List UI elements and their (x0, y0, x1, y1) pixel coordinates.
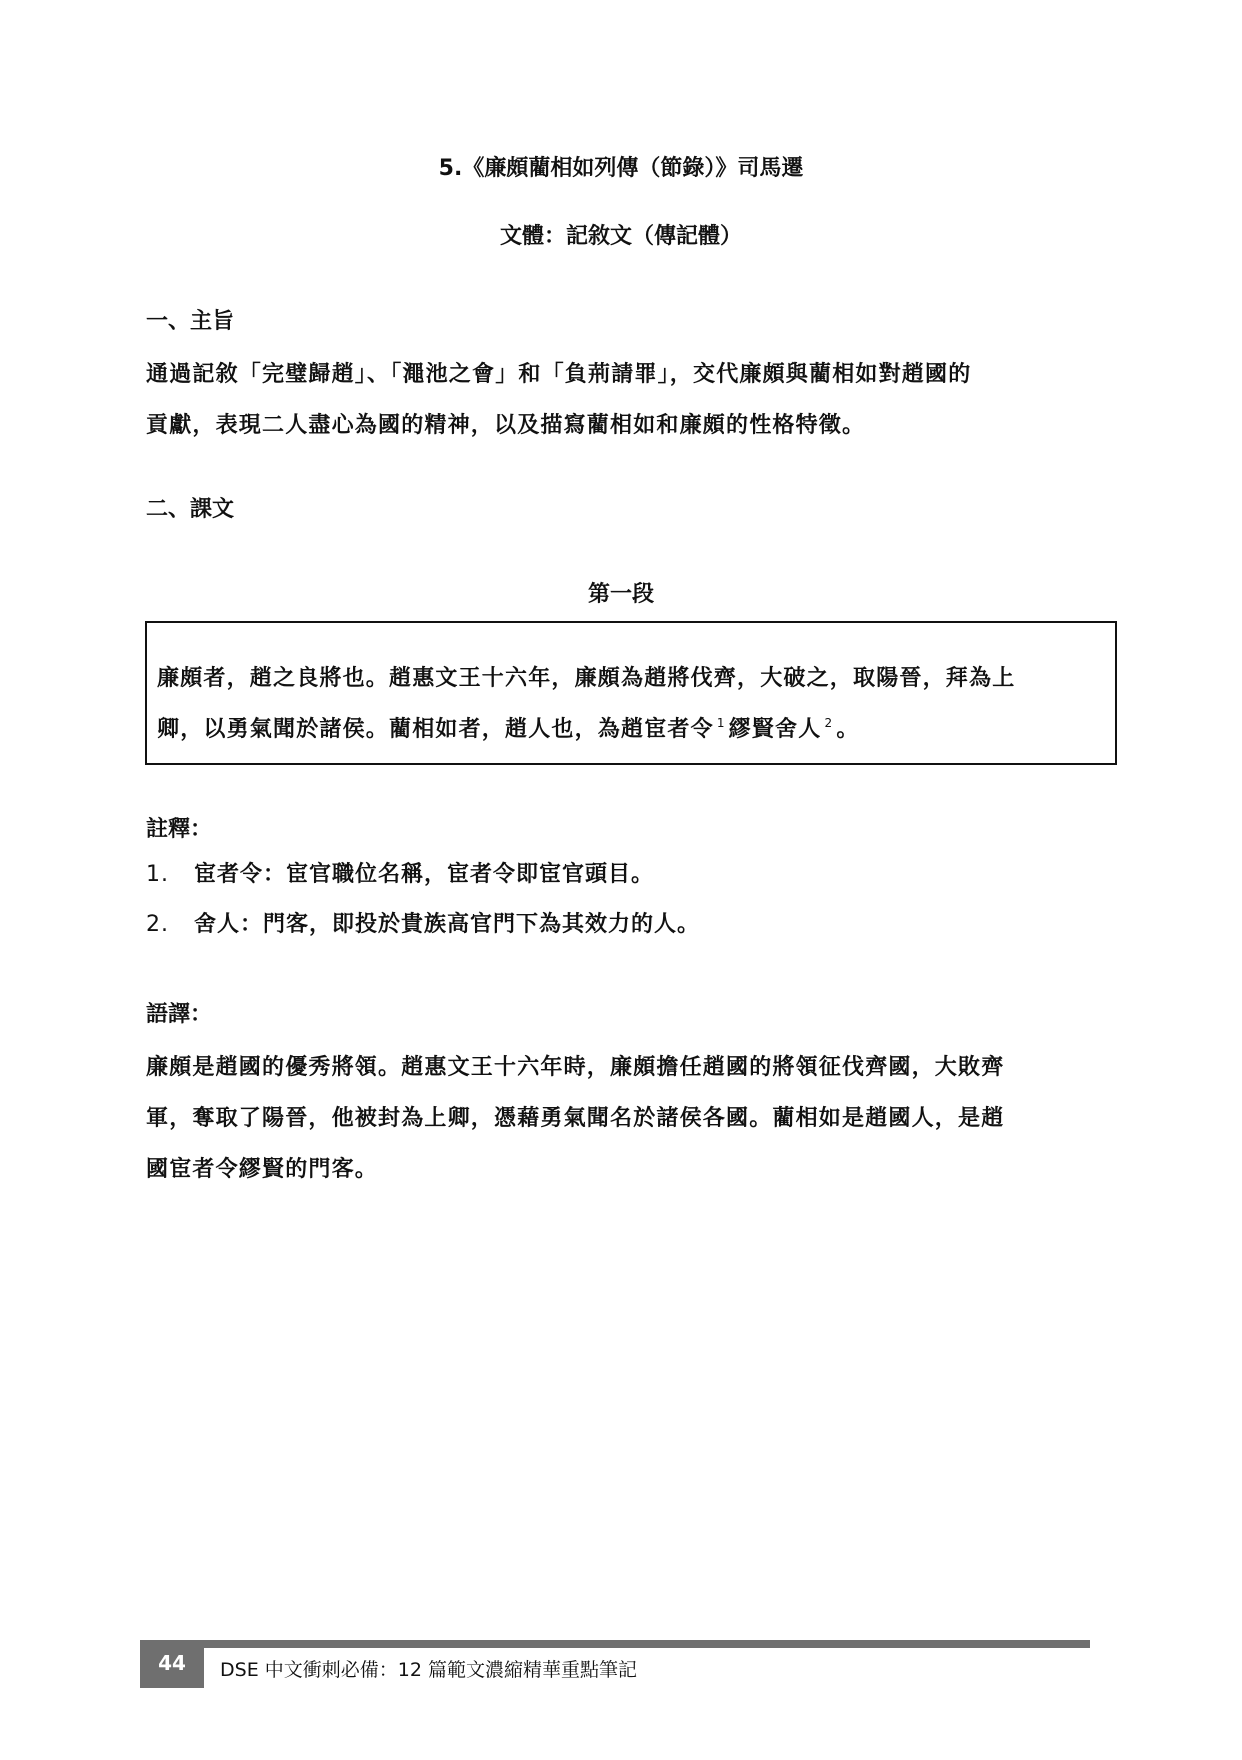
genre-subtitle: 文體：記敘文（傳記體） (499, 224, 742, 249)
note-text: 宦者令：宦官職位名稱，宦者令即宦官頭目。 (194, 862, 655, 887)
translation-heading: 語譯： (146, 1002, 213, 1027)
translation-line: 國宦者令繆賢的門客。 (146, 1157, 379, 1182)
theme-line: 通過記敘「完璧歸趙」、「澠池之會」和「負荊請罪」，交代廉頗與藺相如對趙國的 (146, 362, 972, 387)
notes-heading: 註釋： (146, 817, 213, 842)
note-number: 1. (146, 862, 169, 887)
original-text-segment: 繆賢舍人 (728, 717, 822, 742)
footer-book-title: DSE 中文衝刺必備：12 篇範文濃縮精華重點筆記 (220, 1659, 637, 1681)
translation-line: 廉頗是趙國的優秀將領。趙惠文王十六年時，廉頗擔任趙國的將領征伐齊國，大敗齊 (146, 1055, 1005, 1080)
page-number: 44 (140, 1640, 204, 1688)
original-text-segment: 卿，以勇氣聞於諸侯。藺相如者，趙人也，為趙宦者令 (157, 717, 714, 742)
theme-heading: 一、主旨 (146, 309, 235, 334)
page-title: 5.《廉頗藺相如列傳（節錄）》司馬遷 (438, 156, 804, 181)
paragraph-label: 第一段 (587, 582, 654, 607)
footer-rule (140, 1640, 1090, 1648)
original-text-segment: 。 (836, 717, 860, 742)
theme-line: 貢獻，表現二人盡心為國的精神，以及描寫藺相如和廉頗的性格特徵。 (146, 413, 866, 438)
note-item (146, 860, 654, 890)
original-text-line: 廉頗者，趙之良將也。趙惠文王十六年，廉頗為趙將伐齊，大破之，取陽晉，拜為上 (157, 666, 1016, 691)
original-text-box (145, 621, 1117, 765)
text-heading: 二、課文 (146, 497, 235, 522)
original-text-line (157, 704, 1107, 755)
translation-paragraph (146, 1042, 1096, 1195)
theme-paragraph (146, 349, 1096, 451)
note-text: 舍人：門客，即投於貴族高官門下為其效力的人。 (194, 912, 701, 937)
note-item (146, 910, 700, 940)
footnote-marker-2: 2 (824, 716, 834, 730)
translation-line: 軍，奪取了陽晉，他被封為上卿，憑藉勇氣聞名於諸侯各國。藺相如是趙國人，是趙 (146, 1106, 1005, 1131)
note-number: 2. (146, 912, 169, 937)
footnote-marker-1: 1 (716, 716, 726, 730)
